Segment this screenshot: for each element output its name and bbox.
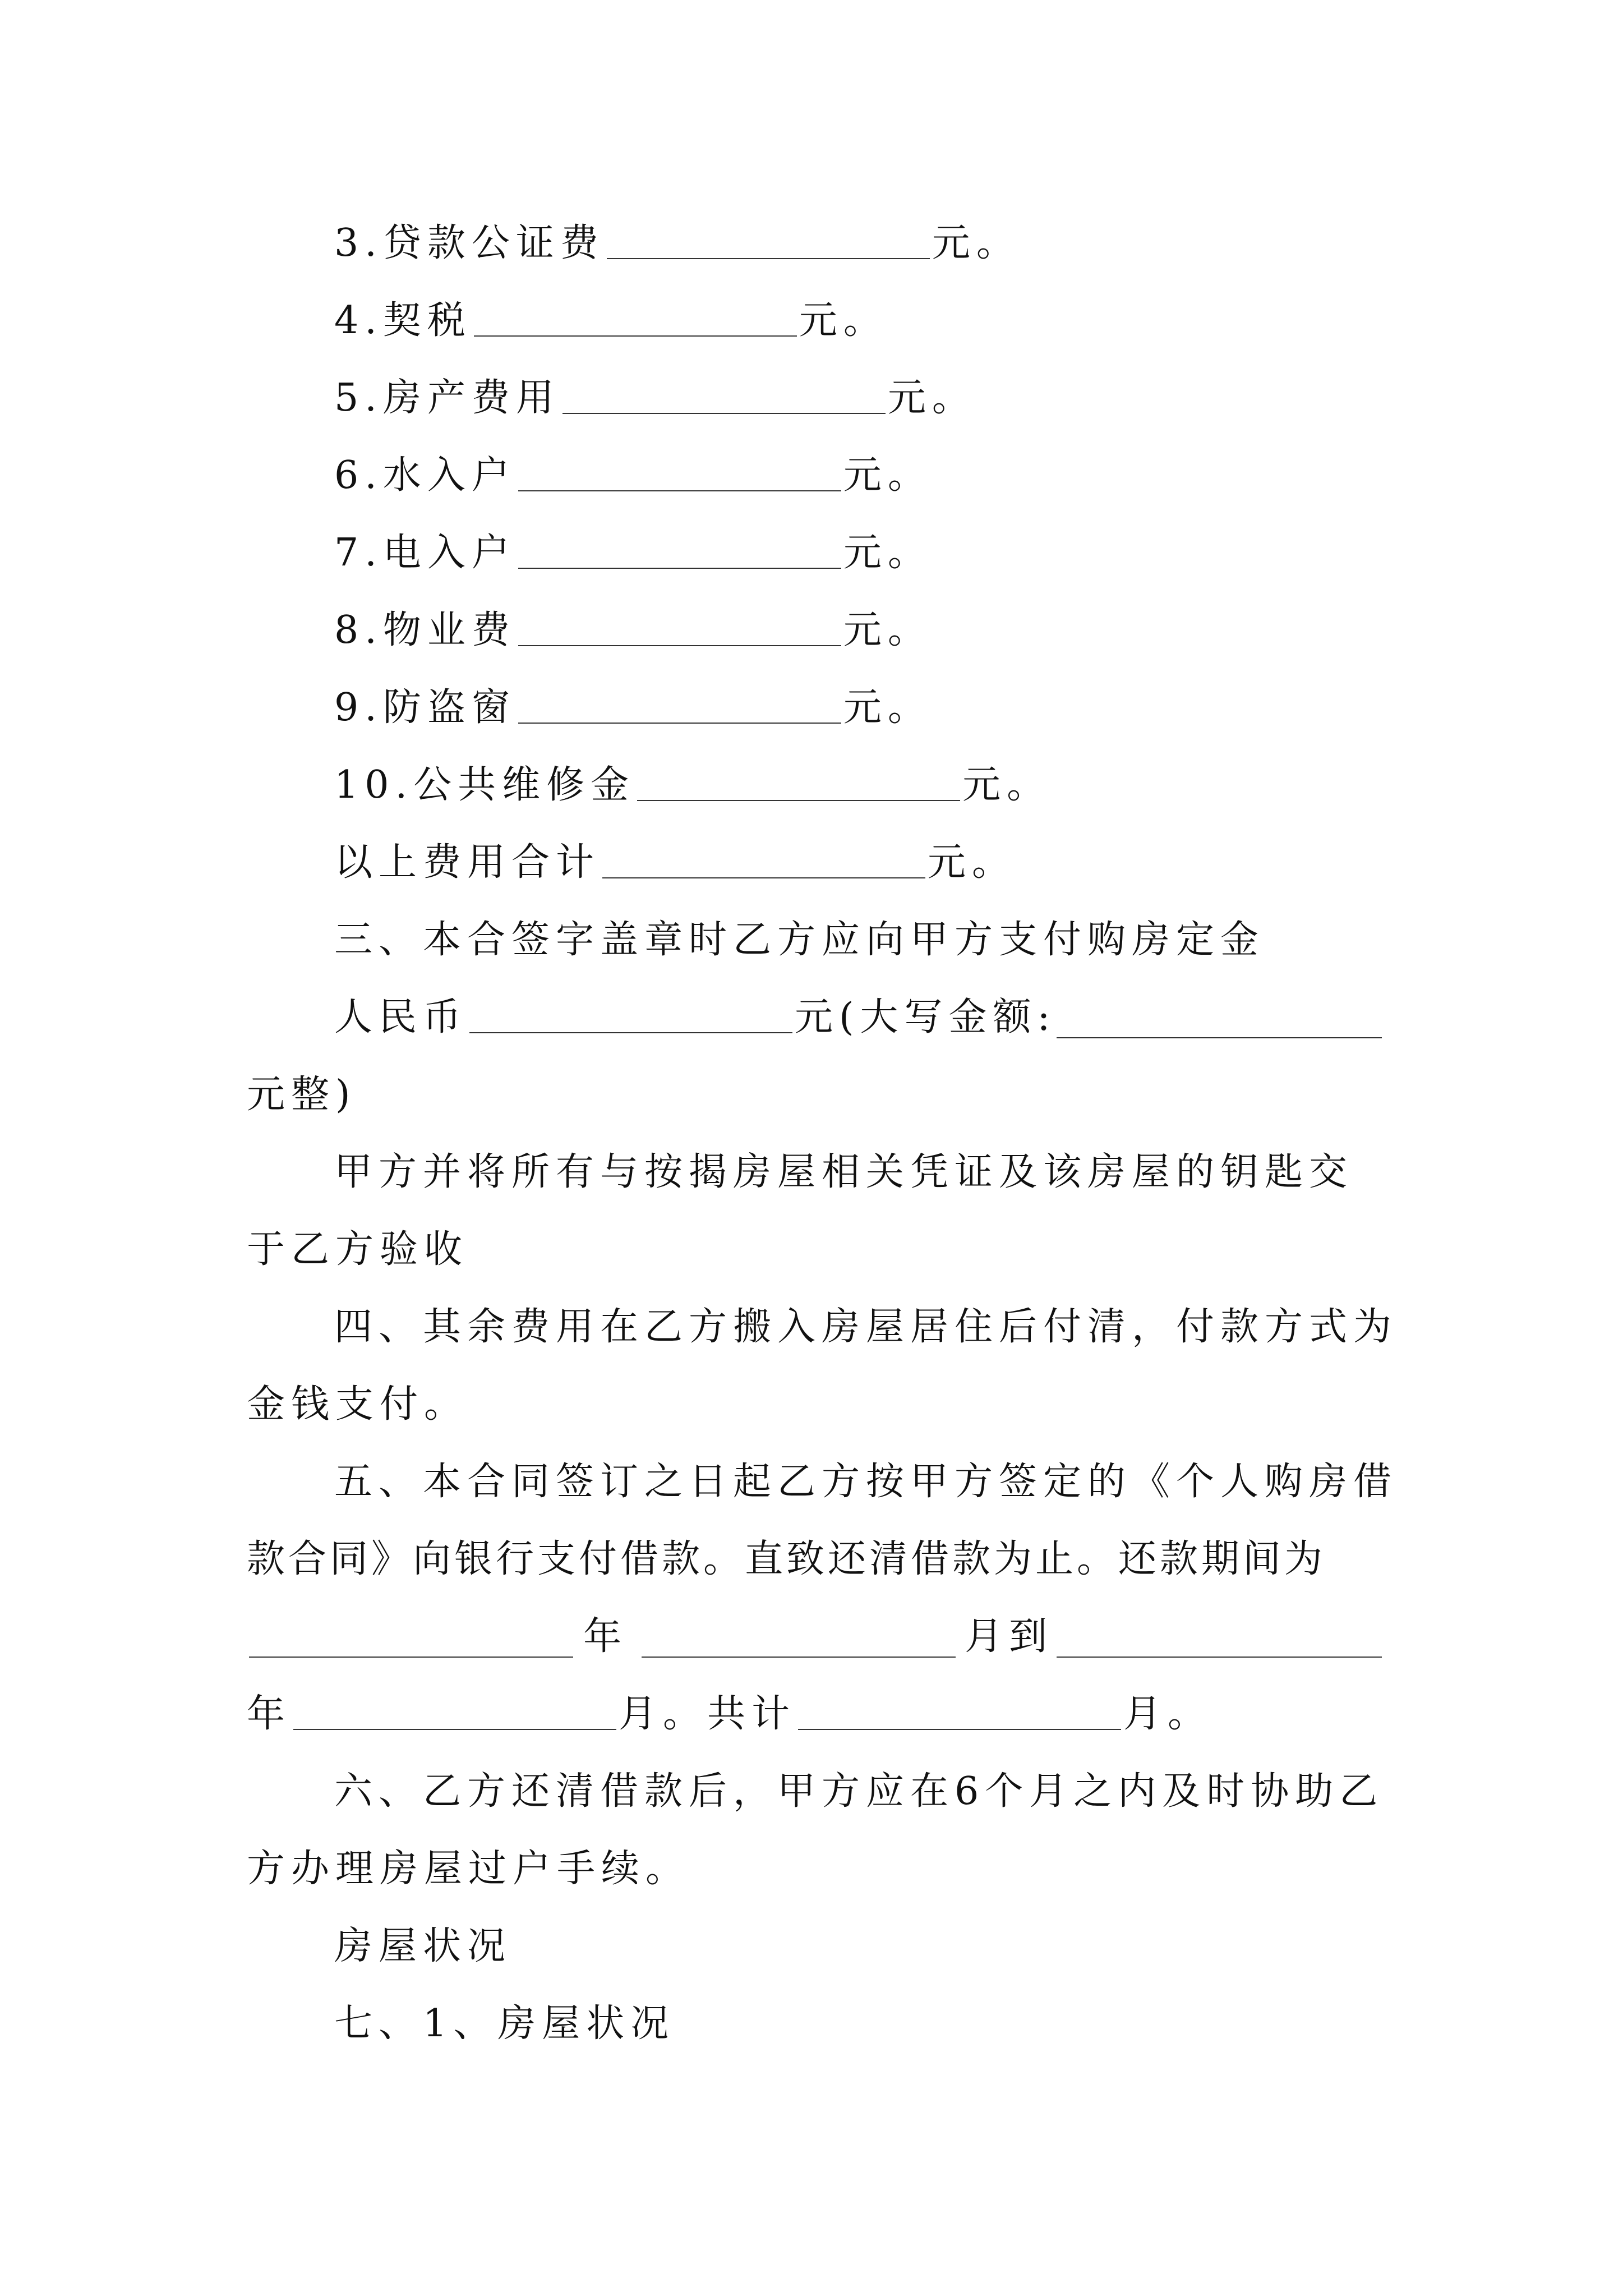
fee-label: 6.水入户 [334,453,516,498]
blank-field[interactable] [1057,998,1382,1038]
fee-unit: 元。 [887,376,976,420]
section3-tail: 元整) [247,1073,357,1117]
fee-line-4 [0,282,1623,360]
fee-unit: 元。 [799,298,888,343]
fee-total-line [0,823,1623,902]
year-label: 年 [583,1614,628,1659]
total-unit: 元。 [928,840,1017,885]
fee-label: 9.防盗窗 [334,685,516,730]
fee-unit: 元。 [932,221,1021,265]
fee-label: 5.房产费用 [334,376,560,420]
blank-field[interactable] [474,296,797,337]
fee-unit: 元。 [843,608,932,652]
month-to-label: 月到 [965,1614,1054,1659]
total-label: 以上费用合计 [334,840,601,885]
fee-label: 3.贷款公证费 [334,221,605,265]
blank-field[interactable] [1057,1617,1382,1658]
rmb-label: 人民币 [334,995,468,1039]
blank-field[interactable] [518,606,841,646]
fee-line-5 [0,359,1623,438]
month-end-label: 月。 [1123,1692,1212,1736]
section3-title: 三、本合签字盖章时乙方应向甲方支付购房定金 [334,918,1265,962]
blank-field[interactable] [562,374,886,414]
fee-unit: 元。 [843,453,932,498]
fee-line-7 [0,514,1623,592]
rmb-unit: 元(大写金额: [795,995,1057,1039]
fee-label: 8.物业费 [334,608,516,652]
blank-field[interactable] [637,761,960,801]
month-total-label: 月。共计 [619,1692,796,1736]
blank-field[interactable] [518,528,841,569]
blank-field[interactable] [293,1690,616,1730]
fee-unit: 元。 [962,763,1052,807]
fee-line-6 [0,436,1623,515]
section5-line2: 款合同》向银行支付借款。直致还清借款为止。还款期间为 [247,1537,1326,1581]
section7-line: 七、1、房屋状况 [334,2001,675,2046]
fee-unit: 元。 [843,685,932,730]
fee-line-10 [0,746,1623,825]
fee-unit: 元。 [843,531,932,575]
fee-label: 10.公共维修金 [334,763,635,807]
fee-line-9 [0,669,1623,747]
blank-field[interactable] [469,993,792,1033]
blank-field[interactable] [249,1617,573,1658]
section5-period-line [0,1598,1623,1676]
section6-line1: 六、乙方还清借款后，甲方应在6个月之内及时协助乙 [334,1769,1384,1814]
blank-field[interactable] [518,451,841,491]
blank-field[interactable] [602,838,925,878]
fee-label: 4.契税 [334,298,472,343]
section6-line2: 方办理房屋过户手续。 [247,1847,690,1891]
blank-field[interactable] [607,219,930,259]
section4-line2: 金钱支付。 [247,1382,469,1427]
section3-rmb-line [0,978,1623,1057]
blank-field[interactable] [798,1690,1121,1730]
fee-line-3 [0,204,1623,283]
fee-label: 7.电入户 [334,531,516,575]
blank-field[interactable] [518,683,841,724]
blank-field[interactable] [642,1617,956,1658]
section4-line1: 四、其余费用在乙方搬入房屋居住后付清，付款方式为 [334,1305,1398,1349]
section5-line1: 五、本合同签订之日起乙方按甲方签定的《个人购房借 [334,1460,1398,1504]
para-keys-line2: 于乙方验收 [247,1227,469,1272]
fee-line-8 [0,591,1623,670]
heading-house-status: 房屋状况 [334,1924,512,1968]
section5-total-line [0,1675,1623,1754]
para-keys-line1: 甲方并将所有与按揭房屋相关凭证及该房屋的钥匙交 [334,1150,1354,1194]
year-label: 年 [247,1692,292,1736]
